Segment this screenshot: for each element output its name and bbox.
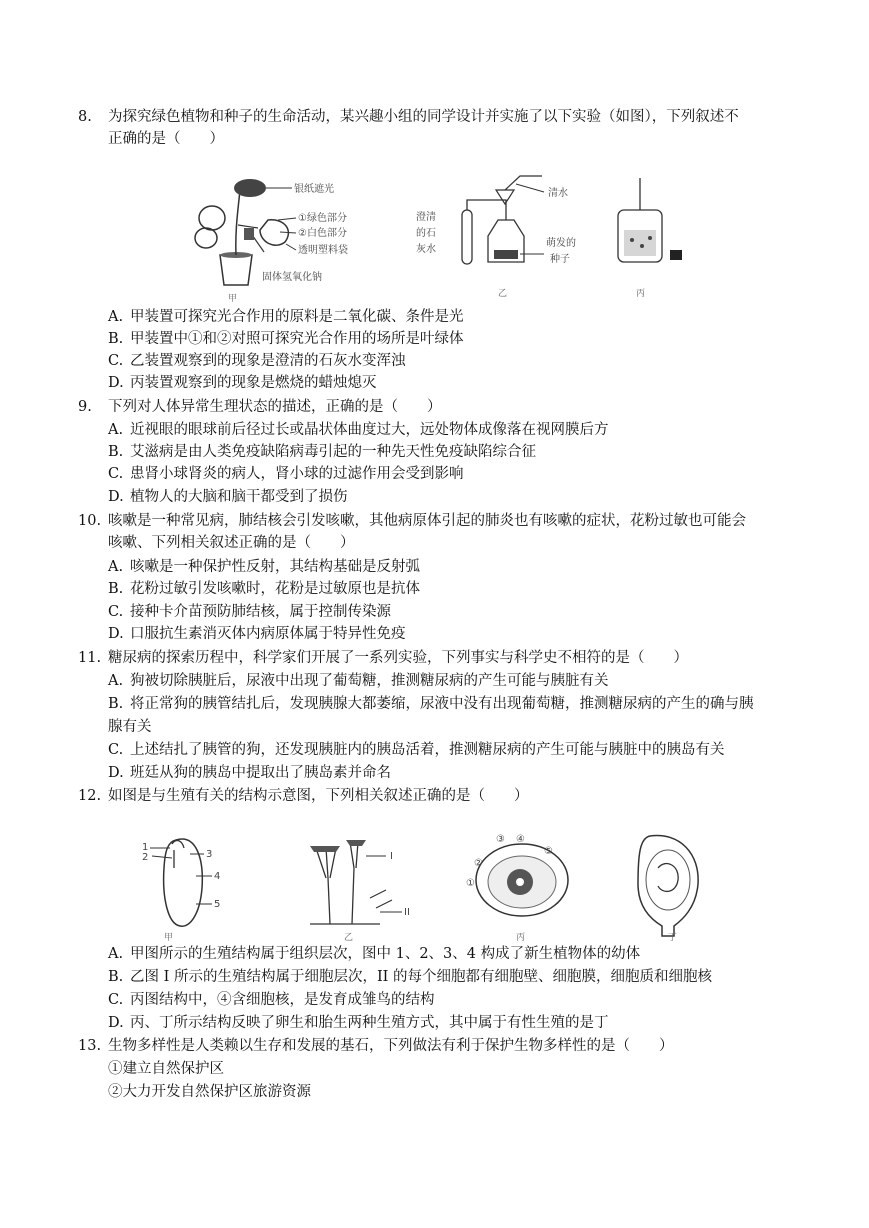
option-11d[interactable]: D. 班廷从狗的胰岛中提取出了胰岛素并命名 [108, 765, 391, 781]
svg-text:③: ③ [496, 834, 505, 845]
seed-flask-apparatus [416, 176, 576, 299]
svg-text:甲: 甲 [164, 933, 174, 943]
option-8c[interactable]: C. 乙装置观察到的现象是澄清的石灰水变浑浊 [108, 353, 406, 369]
label-green-part: ①绿色部分 [298, 213, 347, 224]
label-naoh: 固体氢氧化钠 [262, 272, 322, 283]
option-10a[interactable]: A. 咳嗽是一种保护性反射，其结构基础是反射弧 [108, 559, 420, 575]
question-8 [78, 106, 798, 150]
option-9c[interactable]: C. 患肾小球肾炎的病人，肾小球的过滤作用会受到影响 [108, 466, 464, 482]
experiment-figure [180, 170, 690, 305]
svg-text:萌发的: 萌发的 [546, 238, 576, 249]
svg-text:④: ④ [516, 834, 525, 845]
option-10b[interactable]: B. 花粉过敏引发咳嗽时，花粉是过敏原也是抗体 [108, 581, 420, 597]
moss-diagram [310, 840, 410, 943]
question-13: 13. 生物多样性是人类赖以生存和发展的基石，下列做法有利于保护生物多样性的是（ ） [78, 1035, 798, 1057]
option-9a[interactable]: A. 近视眼的眼球前后径过长或晶状体曲度过大，远处物体成像落在视网膜后方 [108, 422, 609, 438]
svg-text:I: I [390, 851, 393, 862]
option-12a[interactable]: A. 甲图所示的生殖结构属于组织层次，图中 1、2、3、4 构成了新生植物体的幼体 [108, 946, 641, 962]
svg-text:1: 1 [142, 842, 149, 853]
statement-2: ②大力开发自然保护区旅游资源 [108, 1084, 311, 1100]
option-12b[interactable]: B. 乙图 I 所示的生殖结构属于细胞层次，II 的每个细胞都有细胞壁、细胞膜，细胞质和细胞核 [108, 969, 713, 985]
question-number: 10. [78, 513, 102, 529]
svg-text:丙: 丙 [516, 933, 526, 943]
question-number: 13. [78, 1038, 102, 1054]
svg-text:丁: 丁 [668, 933, 678, 943]
uterus-diagram [638, 836, 698, 943]
option-9d[interactable]: D. 植物人的大脑和脑干都受到了损伤 [108, 489, 348, 505]
caption-bing: 丙 [636, 289, 646, 299]
option-11a[interactable]: A. 狗被切除胰脏后，尿液中出现了葡萄糖，推测糖尿病的产生可能与胰脏有关 [108, 673, 609, 689]
option-8b[interactable]: B. 甲装置中①和②对照可探究光合作用的场所是叶绿体 [108, 331, 464, 347]
question-12: 12. 如图是与生殖有关的结构示意图，下列相关叙述正确的是（ ） [78, 785, 798, 807]
svg-text:灰水: 灰水 [416, 244, 436, 255]
question-stem: 为探究绿色植物和种子的生命活动，某兴趣小组的同学设计并实施了以下实验（如图），下列叙述不 正确的是（ ） [108, 109, 739, 147]
question-number: 11. [78, 650, 102, 666]
reproduction-figure [140, 828, 720, 943]
option-10d[interactable]: D. 口服抗生素消灭体内病原体属于特异性免疫 [108, 626, 406, 642]
svg-text:2: 2 [142, 852, 149, 863]
option-10c[interactable]: C. 接种卡介苗预防肺结核，属于控制传染源 [108, 604, 391, 620]
seed-diagram [142, 839, 220, 943]
svg-text:种子: 种子 [550, 254, 570, 265]
svg-text:的石: 的石 [416, 228, 436, 239]
option-11b[interactable]: B. 将正常狗的胰管结扎后，发现胰腺大都萎缩，尿液中没有出现葡萄糖，推测糖尿病的产生的确与胰 [108, 696, 754, 712]
svg-text:5: 5 [214, 899, 221, 910]
svg-text:3: 3 [206, 849, 213, 860]
question-number: 8. [78, 109, 92, 125]
caption-yi: 乙 [498, 289, 508, 299]
svg-text:①: ① [466, 878, 475, 889]
caption-jia: 甲 [228, 294, 238, 304]
option-11b-continuation: 腺有关 [108, 719, 152, 735]
svg-text:清水: 清水 [548, 188, 568, 199]
label-white-part: ②白色部分 [298, 228, 347, 239]
plant-apparatus [195, 179, 348, 304]
candle-jar-apparatus [618, 178, 682, 299]
svg-text:II: II [404, 907, 410, 918]
question-11: 11. 糖尿病的探索历程中，科学家们开展了一系列实验，下列事实与科学史不相符的是（ ） [78, 647, 798, 669]
egg-diagram [466, 834, 568, 943]
svg-text:澄清: 澄清 [416, 212, 436, 223]
label-foil: 银纸遮光 [294, 184, 334, 195]
label-plastic-bag: 透明塑料袋 [298, 245, 348, 256]
option-8a[interactable]: A. 甲装置可探究光合作用的原料是二氧化碳、条件是光 [108, 309, 464, 325]
statement-1: ①建立自然保护区 [108, 1061, 224, 1077]
question-9: 9. 下列对人体异常生理状态的描述，正确的是（ ） [78, 396, 798, 418]
option-12c[interactable]: C. 丙图结构中，④含细胞核，是发育成雏鸟的结构 [108, 992, 435, 1008]
svg-text:②: ② [474, 858, 483, 869]
option-8d[interactable]: D. 丙装置观察到的现象是燃烧的蜡烛熄灭 [108, 375, 377, 391]
option-9b[interactable]: B. 艾滋病是由人类免疫缺陷病毒引起的一种先天性免疫缺陷综合征 [108, 444, 536, 460]
svg-text:⑤: ⑤ [544, 846, 553, 857]
question-10: 10. 咳嗽是一种常见病，肺结核会引发咳嗽，其他病原体引起的肺炎也有咳嗽的症状，花粉过敏也可能会 咳嗽、下列相关叙述正确的是（ ） [78, 510, 798, 554]
option-12d[interactable]: D. 丙、丁所示结构反映了卵生和胎生两种生殖方式，其中属于有性生殖的是丁 [108, 1015, 609, 1031]
svg-text:4: 4 [214, 871, 221, 882]
question-number: 9. [78, 399, 92, 415]
svg-text:乙: 乙 [344, 933, 354, 943]
question-number: 12. [78, 788, 102, 804]
option-11c[interactable]: C. 上述结扎了胰管的狗，还发现胰脏内的胰岛活着，推测糖尿病的产生可能与胰脏中的胰岛有关 [108, 742, 725, 758]
